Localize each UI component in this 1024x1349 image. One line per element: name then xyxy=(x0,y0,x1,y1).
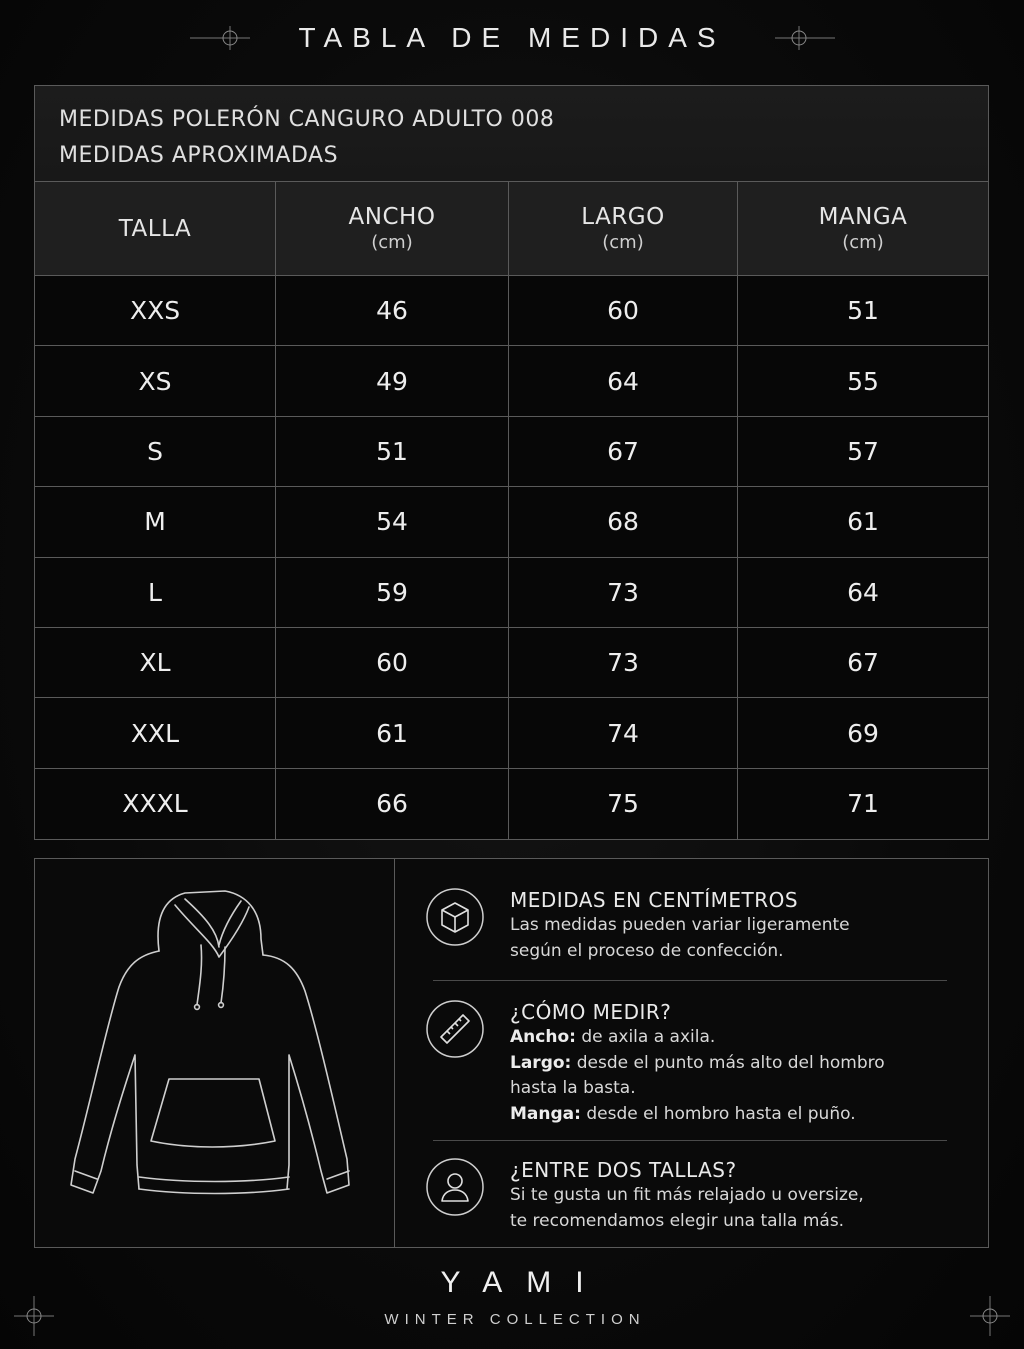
title-row xyxy=(0,18,1024,58)
table-cell-ancho: 66 xyxy=(276,769,509,839)
how-to-largo-2: hasta la basta. xyxy=(510,1078,636,1098)
table-cell-largo: 60 xyxy=(509,276,738,346)
info-between-sizes xyxy=(425,1157,955,1237)
table-cell-largo: 73 xyxy=(509,558,738,628)
units-title: MEDIDAS EN CENTÍMETROS xyxy=(510,888,799,912)
info-how-to-measure xyxy=(425,999,955,1139)
info-pane xyxy=(395,859,989,1247)
approx-note: MEDIDAS APROXIMADAS xyxy=(59,143,339,168)
info-units xyxy=(425,887,955,977)
table-cell-ancho: 49 xyxy=(276,346,509,416)
table-cell-largo: 74 xyxy=(509,698,738,768)
table-cell-talla: XXL xyxy=(35,698,276,768)
between-line-1: Si te gusta un fit más relajado u oversize, xyxy=(510,1185,864,1205)
corner-crosshair-icon xyxy=(970,1296,1010,1336)
table-cell-talla: S xyxy=(35,417,276,487)
column-header-talla: TALLA xyxy=(35,182,276,276)
table-cell-largo: 75 xyxy=(509,769,738,839)
crosshair-right-icon xyxy=(775,23,835,53)
table-cell-largo: 64 xyxy=(509,346,738,416)
table-cell-manga: 51 xyxy=(738,276,988,346)
table-cell-talla: XS xyxy=(35,346,276,416)
table-cell-ancho: 51 xyxy=(276,417,509,487)
table-cell-manga: 69 xyxy=(738,698,988,768)
table-cell-ancho: 54 xyxy=(276,487,509,557)
table-cell-talla: XL xyxy=(35,628,276,698)
between-title: ¿ENTRE DOS TALLAS? xyxy=(510,1158,737,1182)
table-cell-manga: 64 xyxy=(738,558,988,628)
table-cell-talla: XXXL xyxy=(35,769,276,839)
table-cell-ancho: 61 xyxy=(276,698,509,768)
table-cell-manga: 55 xyxy=(738,346,988,416)
brand-logo: YAMI xyxy=(440,1266,608,1299)
table-cell-largo: 73 xyxy=(509,628,738,698)
table-cell-ancho: 59 xyxy=(276,558,509,628)
corner-crosshair-icon xyxy=(14,1296,54,1336)
table-cell-talla: M xyxy=(35,487,276,557)
divider xyxy=(433,980,947,981)
how-to-title: ¿CÓMO MEDIR? xyxy=(510,1000,672,1024)
table-cell-largo: 68 xyxy=(509,487,738,557)
collection-label: WINTER COLLECTION xyxy=(384,1311,646,1328)
person-icon xyxy=(425,1157,485,1217)
ruler-icon xyxy=(425,999,485,1059)
divider xyxy=(433,1140,947,1141)
product-name: MEDIDAS POLERÓN CANGURO ADULTO 008 xyxy=(59,107,555,132)
table-cell-ancho: 60 xyxy=(276,628,509,698)
how-to-largo: Largo: desde el punto más alto del hombro xyxy=(510,1052,885,1073)
table-cell-talla: L xyxy=(35,558,276,628)
table-cell-ancho: 46 xyxy=(276,276,509,346)
hoodie-icon xyxy=(35,859,394,1247)
table-info xyxy=(35,86,988,182)
table-cell-manga: 71 xyxy=(738,769,988,839)
table-cell-largo: 67 xyxy=(509,417,738,487)
size-table xyxy=(34,85,989,840)
units-line-2: según el proceso de confección. xyxy=(510,940,784,961)
how-to-ancho: Ancho: de axila a axila. xyxy=(510,1027,716,1047)
column-header-manga: MANGA (cm) xyxy=(738,182,988,276)
column-header-ancho: ANCHO (cm) xyxy=(276,182,509,276)
cube-icon xyxy=(425,887,485,947)
units-line-1: Las medidas pueden variar ligeramente xyxy=(510,915,850,935)
column-header-largo: LARGO (cm) xyxy=(509,182,738,276)
between-line-2: te recomendamos elegir una talla más. xyxy=(510,1210,845,1231)
size-grid xyxy=(35,182,988,839)
how-to-manga: Manga: desde el hombro hasta el puño. xyxy=(510,1103,856,1124)
page-title: TABLA DE MEDIDAS xyxy=(298,22,726,53)
info-box xyxy=(34,858,989,1248)
table-cell-talla: XXS xyxy=(35,276,276,346)
table-cell-manga: 57 xyxy=(738,417,988,487)
table-cell-manga: 67 xyxy=(738,628,988,698)
table-cell-manga: 61 xyxy=(738,487,988,557)
crosshair-left-icon xyxy=(190,23,250,53)
hoodie-illustration xyxy=(35,859,395,1247)
